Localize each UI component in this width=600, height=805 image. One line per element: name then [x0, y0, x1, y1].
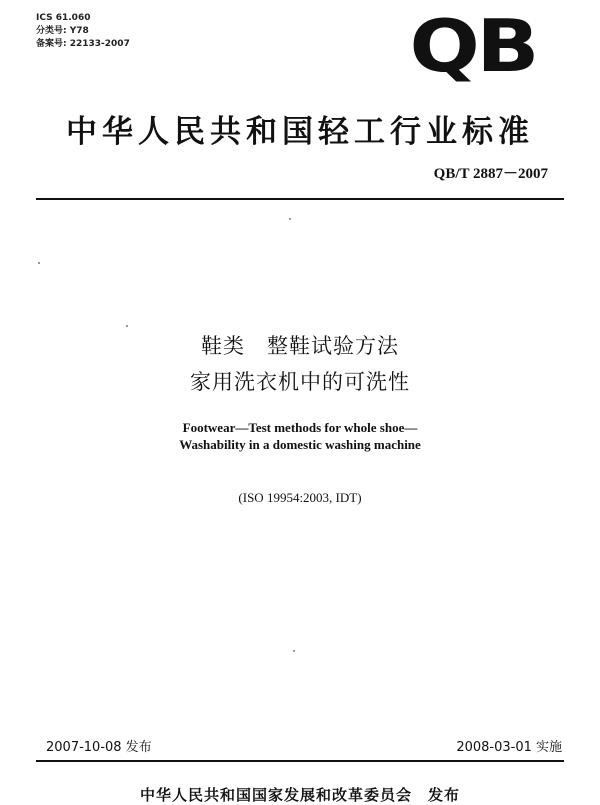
- english-title-line-2: Washability in a domestic washing machine: [179, 437, 421, 452]
- standard-number: QB/T 2887－2007: [433, 166, 548, 182]
- top-rule: [36, 198, 564, 200]
- organization-title: 中华人民共和国轻工行业标准: [66, 114, 534, 150]
- implementation-date: 2008-03-01 实施: [456, 740, 562, 755]
- scan-speck: [38, 262, 40, 264]
- publisher-line: 中华人民共和国国家发展和改革委员会 发布: [139, 786, 460, 804]
- chinese-title-line-1: 鞋类 整鞋试验方法: [201, 334, 399, 358]
- scan-speck: [126, 325, 128, 327]
- iso-reference: (ISO 19954:2003, IDT): [238, 490, 362, 505]
- scan-speck: [289, 218, 291, 220]
- english-title-line-1: Footwear—Test methods for whole shoe—: [182, 420, 418, 435]
- bottom-rule: [36, 760, 564, 762]
- ics-code: ICS 61.060: [36, 13, 91, 23]
- classification-code: 分类号: Y78: [36, 26, 89, 36]
- qb-logo: QB: [409, 4, 536, 88]
- chinese-title-line-2: 家用洗衣机中的可洗性: [190, 370, 410, 394]
- scan-speck: [293, 650, 295, 652]
- record-number: 备案号: 22133-2007: [36, 39, 130, 49]
- issue-date: 2007-10-08 发布: [46, 740, 152, 755]
